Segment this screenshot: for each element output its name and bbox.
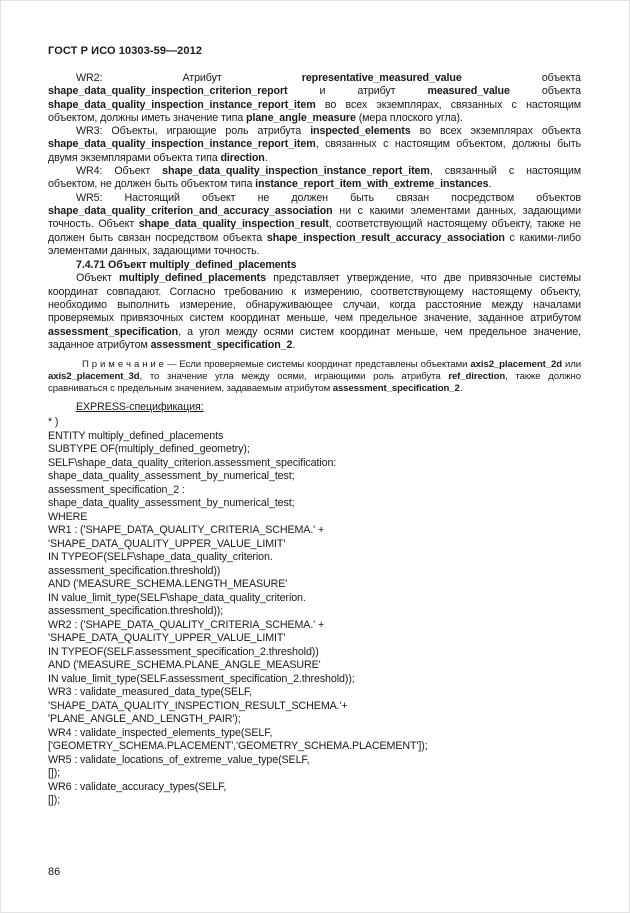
entity-name-text: axis2_placement_3d xyxy=(48,371,140,383)
entity-name-text: shape_inspection_result_accuracy_association xyxy=(266,231,505,244)
text-segment: , связанный с настоящим объектом, не должен быть объектом типа xyxy=(48,165,581,191)
code-line: 'SHAPE_DATA_QUALITY_UPPER_VALUE_LIMIT' xyxy=(48,632,286,645)
code-line: assessment_specification.threshold)); xyxy=(48,605,224,618)
text-segment: (мера плоского угла). xyxy=(355,111,463,124)
entity-name-text: instance_report_item_with_extreme_instances xyxy=(255,178,489,191)
code-line: WR5 : validate_locations_of_extreme_value_type(SELF, xyxy=(48,753,310,766)
wr5-rule-paragraph xyxy=(48,192,581,258)
text-segment: П р и м е ч а н и е — Если проверяемые системы координат представлены объектами xyxy=(82,359,471,371)
wr3-rule-paragraph xyxy=(48,125,581,165)
entity-name-text: shape_data_quality_inspection_instance_report_item xyxy=(162,165,430,178)
entity-name-text: representative_measured_value xyxy=(301,72,462,84)
text-segment: объекта xyxy=(461,72,581,84)
entity-name-text: shape_data_quality_inspection_instance_report_item xyxy=(48,138,316,151)
text-segment: во всех экземплярах объекта xyxy=(410,125,582,138)
code-line: AND ('MEASURE_SCHEMA.PLANE_ANGLE_MEASURE' xyxy=(48,659,321,672)
text-segment: или xyxy=(561,359,581,371)
entity-name-text: ref_direction xyxy=(448,371,506,383)
text-segment: во всех экземплярах, связанных с настоящим объектом, должны иметь значение типа xyxy=(48,98,581,124)
entity-name-text: 7.4.71 Объект multiply_defined_placements xyxy=(76,259,297,272)
entity-name-text: shape_data_quality_inspection_instance_report_item xyxy=(48,98,316,111)
text-segment: . xyxy=(488,178,492,191)
code-line: * ) xyxy=(48,416,59,429)
entity-name-text: shape_data_quality_inspection_criterion_report xyxy=(48,85,288,98)
code-line: WR1 : ('SHAPE_DATA_QUALITY_CRITERIA_SCHEMA.' + xyxy=(48,524,325,537)
entity-name-text: inspected_elements xyxy=(310,125,411,138)
text-segment: WR3: Объекты, играющие роль атрибута xyxy=(76,125,311,138)
document-header-title: ГОСТ Р ИСО 10303-59—2012 xyxy=(48,45,203,57)
code-line: IN value_limit_type(SELF\shape_data_quality_criterion. xyxy=(48,591,306,604)
text-segment: ни с какими элементами данных, задающими точность. Объект xyxy=(48,204,581,231)
code-line: ['GEOMETRY_SCHEMA.PLACEMENT','GEOMETRY_SCHEMA.PLACEMENT']); xyxy=(48,740,428,753)
code-line: 'SHAPE_DATA_QUALITY_UPPER_VALUE_LIMIT' xyxy=(48,537,286,550)
document-content xyxy=(48,72,581,414)
text-segment: объекта xyxy=(509,85,581,98)
code-line: shape_data_quality_assessment_by_numerical_test; xyxy=(48,497,295,510)
text-segment: WR5: Настоящий объект не должен быть связан посредством объектов xyxy=(76,191,581,204)
entity-name-text: axis2_placement_2d xyxy=(470,359,562,371)
code-line: SELF\shape_data_quality_criterion.assessment_specification: xyxy=(48,456,337,469)
entity-name-text: shape_data_quality_criterion_and_accuracy_association xyxy=(48,204,333,217)
text-segment: WR4: Объект xyxy=(76,165,163,178)
code-line: WR3 : validate_measured_data_type(SELF, xyxy=(48,686,253,699)
entity-name-text: shape_data_quality_inspection_result xyxy=(138,218,329,231)
code-line: []); xyxy=(48,767,61,780)
code-line: ENTITY multiply_defined_placements xyxy=(48,429,224,442)
code-line: AND ('MEASURE_SCHEMA.LENGTH_MEASURE' xyxy=(48,578,288,591)
code-line: []); xyxy=(48,794,61,807)
code-line: WHERE xyxy=(48,510,88,523)
text-segment: , связанных с настоящим объектом, должны быть двумя экземплярами объекта типа xyxy=(48,138,581,164)
code-line: WR2 : ('SHAPE_DATA_QUALITY_CRITERIA_SCHEMA.' + xyxy=(48,618,325,631)
code-line: WR4 : validate_inspected_elements_type(SELF, xyxy=(48,726,273,739)
code-line: assessment_specification_2 : xyxy=(48,483,185,496)
code-line: SUBTYPE OF(multiply_defined_geometry); xyxy=(48,443,250,456)
code-line: assessment_specification.threshold)) xyxy=(48,564,221,577)
code-line: WR6 : validate_accuracy_types(SELF, xyxy=(48,780,227,793)
text-segment: Объект xyxy=(76,272,120,285)
entity-name-text: multiply_defined_placements xyxy=(119,272,266,285)
code-line: IN TYPEOF(SELF\shape_data_quality_criterion. xyxy=(48,551,273,564)
express-code-block xyxy=(48,416,581,808)
entity-name-text: assessment_specification xyxy=(48,325,179,338)
text-segment: . xyxy=(264,151,268,164)
entity-name-text: assessment_specification_2 xyxy=(332,383,460,395)
wr4-rule-paragraph xyxy=(48,165,581,192)
section-heading-7-4-71 xyxy=(48,259,581,272)
text-segment: с какими-либо элементами данных, задающими точность. xyxy=(48,231,581,257)
text-segment: , соответствующий настоящему объекту, также не должен быть связан посредством объекта xyxy=(48,218,581,244)
express-spec-label xyxy=(48,401,581,414)
object-description-paragraph xyxy=(48,272,581,352)
code-line: IN value_limit_type(SELF.assessment_specification_2.threshold)); xyxy=(48,672,355,685)
wr2-rule-paragraph xyxy=(48,72,581,125)
text-segment: WR2: Атрибут xyxy=(76,72,302,84)
entity-name-text: direction xyxy=(220,151,265,164)
code-line: shape_data_quality_assessment_by_numerical_test; xyxy=(48,470,295,483)
code-line: 'PLANE_ANGLE_AND_LENGTH_PAIR'); xyxy=(48,713,241,726)
text-segment: . xyxy=(292,338,296,351)
text-segment: представляет утверждение, что две привязочные системы координат совпадают. Согласно требованию к измерению, соответствующему настоящему объекту, необходимо выполнить измерение, обнаруживающее случаи, когда расстояние между началами проверяемых привязочных систем координат меньше, чем предельное значение, заданное атрибутом xyxy=(48,272,581,325)
text-segment: , также должно сравниваться с предельным значением, задаваемым атрибутом xyxy=(48,371,581,395)
text-segment: , то значение угла между осями, играющими роль атрибута xyxy=(139,371,449,383)
entity-name-text: assessment_specification_2 xyxy=(150,338,293,351)
text-segment: . xyxy=(459,383,463,395)
code-line: IN TYPEOF(SELF.assessment_specification_2.threshold)) xyxy=(48,645,319,658)
entity-name-text: plane_angle_measure xyxy=(246,111,356,124)
entity-name-text: measured_value xyxy=(427,85,510,98)
page-number: 86 xyxy=(48,866,61,878)
text-segment: EXPRESS-спецификация: xyxy=(76,400,204,413)
code-line: 'SHAPE_DATA_QUALITY_INSPECTION_RESULT_SCHEMA.'+ xyxy=(48,699,348,712)
note-paragraph xyxy=(48,359,581,395)
text-segment: и атрибут xyxy=(287,85,428,98)
text-segment: , а угол между осями систем координат меньше, чем предельное значение, заданное атрибутом xyxy=(48,325,581,351)
